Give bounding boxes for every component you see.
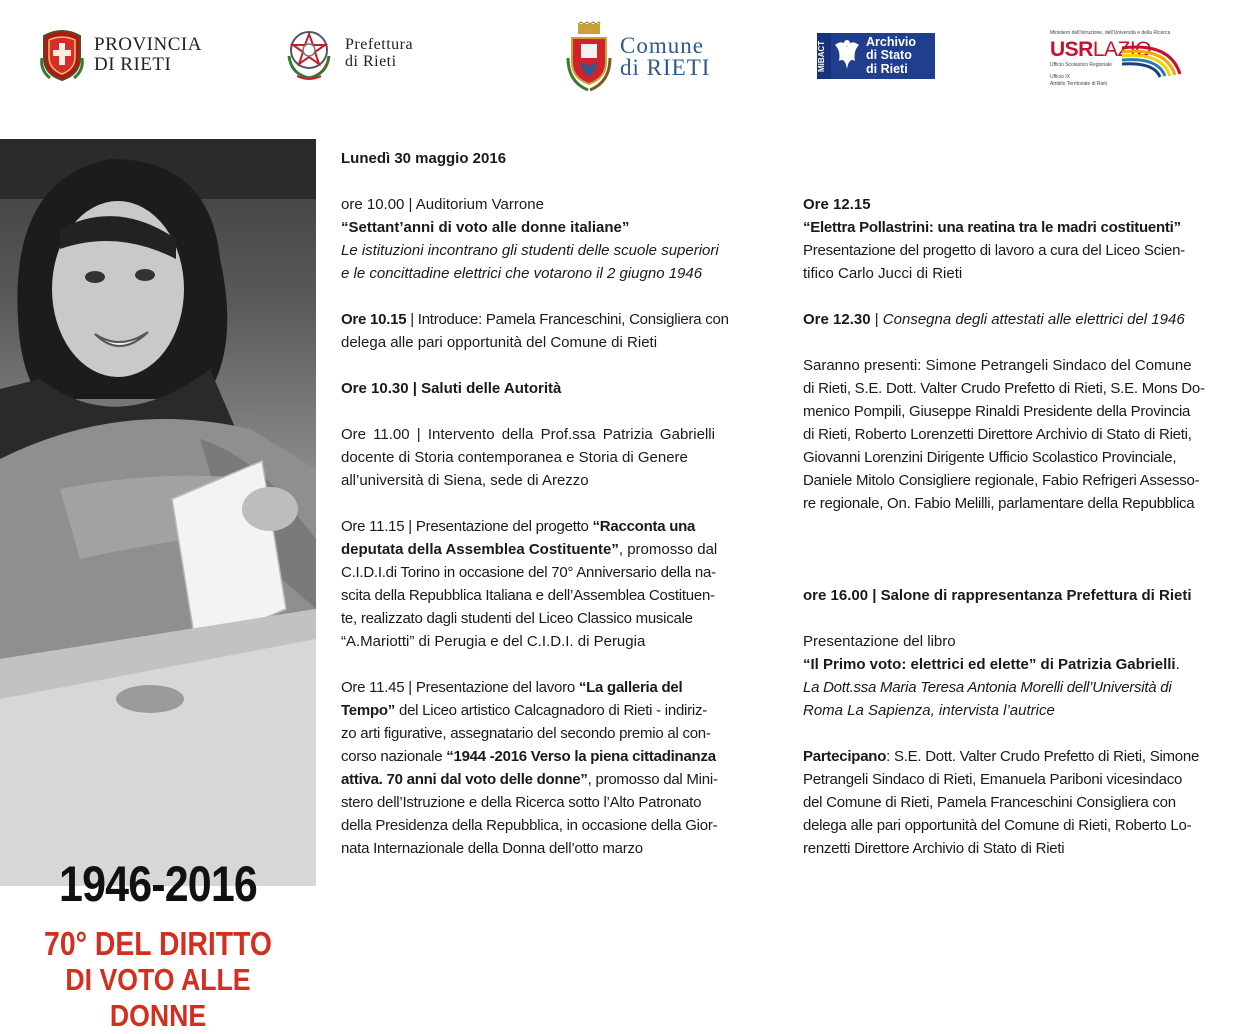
- r2-text: Consegna degli attestati alle elettrici del 1946: [882, 311, 1185, 328]
- r1-time: Ore 12.15: [803, 196, 871, 213]
- event-1145-line5: [341, 768, 743, 791]
- program-column-morning: [341, 147, 743, 860]
- e6-line6: stero dell’Istruzione e della Ricerca sotto l’Alto Patronato: [341, 794, 702, 811]
- e6-line8: nata Internazionale della Donna dell’otto marzo: [341, 840, 643, 857]
- r3-line4: di Rieti, Roberto Lorenzetti Direttore Archivio di Stato di Rieti,: [803, 426, 1192, 443]
- prefettura-line1: Prefettura: [345, 36, 414, 54]
- e1-desc2: e le concittadine elettrici che votarono il 2 giugno 1946: [341, 265, 703, 282]
- logo-provincia-di-rieti: [40, 28, 202, 82]
- e5-line4: scita della Repubblica Italiana e dell’Assemblea Costituen-: [341, 587, 715, 604]
- event-1000-header: [341, 193, 743, 216]
- photo-illustration: [0, 139, 316, 886]
- e1-place: Auditorium Varrone: [415, 196, 544, 213]
- e5-line3: C.I.D.I.di Torino in occasione del 70° Anniversario della na-: [341, 564, 716, 581]
- comune-crest-icon: [566, 22, 612, 92]
- logo-prefettura-di-rieti: [283, 26, 413, 82]
- event-date: Lunedì 30 maggio 2016: [341, 150, 507, 167]
- r6-line3: del Comune di Rieti, Pamela Franceschini Consigliera con: [803, 794, 1176, 811]
- r6-line5: renzetti Direttore Archivio di Stato di Rieti: [803, 840, 1065, 857]
- r5-it1: La Dott.ssa Maria Teresa Antonia Morelli dell’Università di: [803, 679, 1172, 696]
- r2-sep: |: [870, 311, 883, 328]
- e6-line5a: attiva. 70 anni dal voto delle donne”: [341, 771, 588, 788]
- historical-photo-woman-voting: [0, 139, 316, 1033]
- r1-title: “Elettra Pollastrini: una reatina tra le madri costituenti”: [803, 219, 1181, 236]
- banner-line1: 70° DEL DIRITTO: [44, 925, 272, 962]
- r5-line1: Presentazione del libro: [803, 633, 956, 650]
- e1-time: ore 10.00 |: [341, 196, 416, 213]
- r1-line2: tifico Carlo Jucci di Rieti: [803, 265, 963, 282]
- r3-line3: menico Pompili, Giuseppe Rinaldi Presidente della Provincia: [803, 403, 1191, 420]
- usr-title-a: USR: [1050, 38, 1093, 61]
- usr-ministry: Ministero dell'Istruzione, dell'Università e della Ricerca: [1050, 30, 1171, 36]
- e2-text2: delega alle pari opportunità del Comune di Rieti: [341, 334, 658, 351]
- banner-line2: DI VOTO ALLE DONNE: [65, 962, 251, 1033]
- e5-line6: “A.Mariotti” di Perugia e del C.I.D.I. di Perugia: [341, 633, 646, 650]
- r2-time: Ore 12.30: [803, 311, 871, 328]
- prefettura-line2: di Rieti: [345, 53, 397, 70]
- logo-comune-di-rieti: [566, 22, 710, 92]
- e4-line3: all’università di Siena, sede di Arezzo: [341, 472, 589, 489]
- archivio-line2: di Stato: [866, 48, 912, 63]
- comune-line2: di RIETI: [620, 55, 711, 80]
- e5-b: “Racconta una: [592, 518, 696, 535]
- e6-a: Ore 11.45 | Presentazione del lavoro: [341, 679, 579, 696]
- r6-line2: Petrangeli Sindaco di Rieti, Emanuela Pariboni vicesindaco: [803, 771, 1183, 788]
- r6-line4: delega alle pari opportunità del Comune di Rieti, Roberto Lo-: [803, 817, 1192, 834]
- r3-line5: Giovanni Lorenzini Dirigente Ufficio Scolastico Provinciale,: [803, 449, 1177, 466]
- logo-usr-lazio: [1050, 30, 1190, 87]
- r6-label: Partecipano: [803, 748, 887, 765]
- r6-line1: : S.E. Dott. Valter Crudo Prefetto di Rieti, Simone: [886, 748, 1200, 765]
- provincia-line1: PROVINCIA: [94, 34, 202, 56]
- e4-line1: Ore 11.00 | Intervento della Prof.ssa Patrizia Gabrielli: [341, 426, 715, 443]
- provincia-line2: DI RIETI: [94, 54, 172, 75]
- event-1030: Ore 10.30 | Saluti delle Autorità: [341, 380, 562, 397]
- event-1145-line2: [341, 699, 743, 722]
- provincia-crest-icon: [40, 28, 84, 82]
- r3-line2: di Rieti, S.E. Dott. Valter Crudo Prefetto di Rieti, S.E. Mons Do-: [803, 380, 1205, 397]
- e4-line2: docente di Storia contemporanea e Storia di Genere: [341, 449, 688, 466]
- event-1145-line4: [341, 745, 743, 768]
- e1-title: “Settant’anni di voto alle donne italiane”: [341, 219, 630, 236]
- usr-area: Ambito Territoriale di Rieti: [1050, 80, 1107, 87]
- archivio-eagle-icon: [831, 33, 863, 79]
- logo-archivio-di-stato: [817, 33, 935, 79]
- r5-title-line: [803, 653, 1214, 676]
- usr-title-b: LAZIO: [1092, 38, 1152, 61]
- italian-republic-emblem-icon: [283, 26, 335, 82]
- e2-text1: | Introduce: Pamela Franceschini, Consigliera con: [406, 311, 729, 328]
- archivio-line1: Archivio: [866, 34, 917, 49]
- event-1145-line1: [341, 676, 743, 699]
- e2-time: Ore 10.15: [341, 311, 407, 328]
- e6-line3: zo arti figurative, assegnatario del secondo premio al con-: [341, 725, 711, 742]
- event-1115-line2: [341, 538, 743, 561]
- e6-d: del Liceo artistico Calcagnadoro di Rieti - indiriz-: [395, 702, 707, 719]
- event-1115-line1: [341, 515, 743, 538]
- e5-c: deputata della Assemblea Costituente”: [341, 541, 619, 558]
- e5-a: Ore 11.15 | Presentazione del progetto: [341, 518, 593, 535]
- usr-subtitle: Ufficio Scolastico Regionale: [1050, 62, 1112, 68]
- r5-title: “Il Primo voto: elettrici ed elette” di Patrizia Gabrielli: [803, 656, 1176, 673]
- e6-line4a: corso nazionale: [341, 748, 447, 765]
- usr-rainbow-icon: [1120, 38, 1186, 78]
- e6-line7: della Presidenza della Repubblica, in occasione della Gior-: [341, 817, 718, 834]
- comune-line1: Comune: [620, 33, 704, 59]
- e6-c: Tempo”: [341, 702, 396, 719]
- e6-line4b: “1944 -2016 Verso la piena cittadinanza: [446, 748, 716, 765]
- usr-office: Ufficio IX: [1050, 74, 1070, 80]
- e5-d: , promosso dal: [618, 541, 718, 558]
- banner-years: 1946-2016: [59, 856, 257, 912]
- r3-line1: Saranno presenti: Simone Petrangeli Sindaco del Comune: [803, 357, 1192, 374]
- mibact-label: MiBACT: [817, 33, 831, 79]
- e6-b: “La galleria del: [578, 679, 683, 696]
- r6-line1-wrap: [803, 745, 1214, 768]
- r5-it2: Roma La Sapienza, intervista l’autrice: [803, 702, 1055, 719]
- program-column-afternoon: [803, 193, 1214, 860]
- archivio-line3: di Rieti: [866, 61, 908, 76]
- event-1015-line1: [341, 308, 743, 331]
- e5-line5: te, realizzato dagli studenti del Liceo Classico musicale: [341, 610, 693, 627]
- r3-line6: Daniele Mitolo Consigliere regionale, Fabio Refrigeri Assesso-: [803, 472, 1200, 489]
- e6-line5b: , promosso dal Mini-: [587, 771, 718, 788]
- event-1230: [803, 308, 1214, 331]
- r3-line7: re regionale, On. Fabio Melilli, parlamentare della Repubblica: [803, 495, 1195, 512]
- r1-line1: Presentazione del progetto di lavoro a cura del Liceo Scien-: [803, 242, 1185, 259]
- event-1600: ore 16.00 | Salone di rappresentanza Prefettura di Rieti: [803, 587, 1192, 604]
- e1-desc1: Le istituzioni incontrano gli studenti delle scuole superiori: [341, 242, 719, 259]
- r5-dot: .: [1175, 656, 1180, 673]
